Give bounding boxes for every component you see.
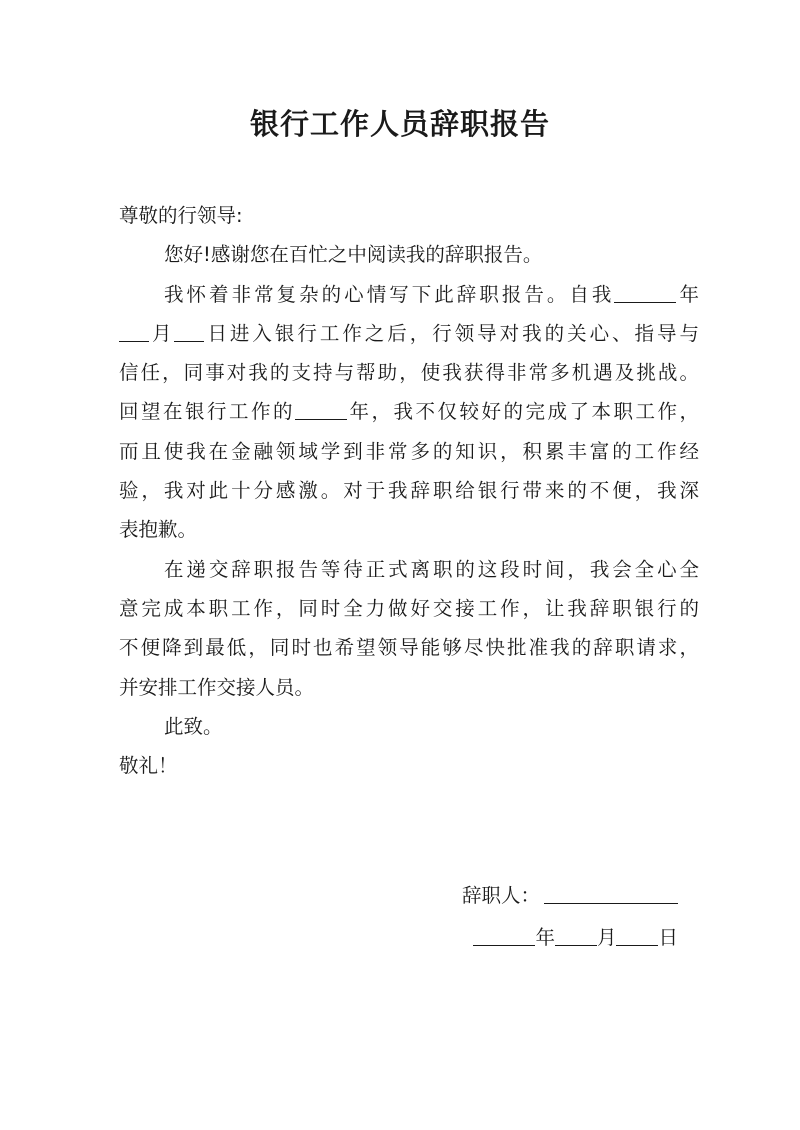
year-blank bbox=[614, 278, 676, 303]
sign-month-blank bbox=[555, 921, 597, 946]
greeting: 您好!感谢您在百忙之中阅读我的辞职报告。 bbox=[164, 243, 543, 267]
closing-zhizhi: 此致。 bbox=[164, 714, 223, 738]
signature-block bbox=[462, 875, 678, 959]
paragraph-2-line-1: 在递交辞职报告等待正式离职的这段时间，我会全心全 bbox=[164, 557, 699, 581]
paragraph-1-line-4: 回望在银行工作的 年，我不仅较好的完成了本职工作， bbox=[119, 392, 699, 431]
signer-blank bbox=[544, 879, 678, 904]
paragraph-2-line-2: 意完成本职工作，同时全力做好交接工作，让我辞职银行的 bbox=[119, 596, 699, 620]
paragraph-1-line-1: 我怀着非常复杂的心情写下此辞职报告。自我 年 bbox=[119, 275, 699, 314]
paragraph-2-line-4: 并安排工作交接人员。 bbox=[119, 675, 315, 699]
signer-line bbox=[462, 875, 678, 917]
sign-year-blank bbox=[473, 921, 535, 946]
paragraph-1-line-7: 表抱歉。 bbox=[119, 518, 198, 542]
month-blank bbox=[119, 317, 149, 342]
paragraph-1-line-3: 信任，同事对我的支持与帮助，使我获得非常多机遇及挑战。 bbox=[119, 361, 699, 385]
paragraph-1-line-6: 验，我对此十分感激。对于我辞职给银行带来的不便，我深 bbox=[119, 479, 699, 503]
date-line: 年 月 日 bbox=[462, 917, 678, 959]
letter-body bbox=[119, 196, 699, 785]
years-worked-blank bbox=[295, 395, 347, 420]
paragraph-2-line-3: 不便降到最低，同时也希望领导能够尽快批准我的辞职请求， bbox=[119, 636, 699, 660]
paragraph-1-line-5: 而且使我在金融领域学到非常多的知识，积累丰富的工作经 bbox=[119, 439, 699, 463]
paragraph-1-line-2: 月 日进入银行工作之后，行领导对我的关心、指导与 bbox=[119, 314, 699, 353]
document-title: 银行工作人员辞职报告 bbox=[249, 107, 550, 141]
sign-day-blank bbox=[616, 921, 658, 946]
signer-label: 辞职人： bbox=[461, 884, 540, 907]
closing-jingli: 敬礼！ bbox=[119, 754, 178, 778]
salutation: 尊敬的行领导: bbox=[119, 204, 243, 227]
day-blank bbox=[174, 317, 204, 342]
